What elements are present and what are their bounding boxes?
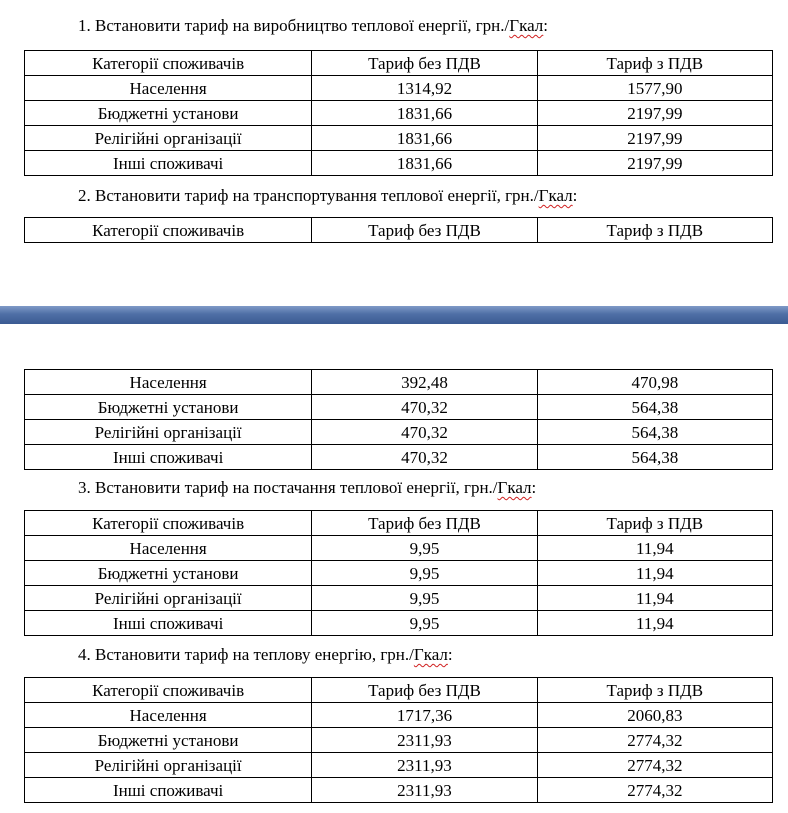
cell-with-vat: 564,38: [537, 420, 772, 445]
table-transport-header: [24, 217, 773, 243]
heading-text: 4. Встановити тариф на теплову енергію, грн./: [78, 645, 414, 664]
table-row: [25, 728, 773, 753]
header-with-vat: Тариф з ПДВ: [537, 678, 772, 703]
table-row: [25, 101, 773, 126]
cell-with-vat: 564,38: [537, 445, 772, 470]
heading-text: 3. Встановити тариф на постачання теплової енергії, грн./: [78, 478, 498, 497]
unit-text: Гкал: [509, 16, 544, 35]
cell-no-vat: 9,95: [312, 611, 537, 636]
cell-category: Інші споживачі: [25, 445, 312, 470]
header-category: Категорії споживачів: [25, 51, 312, 76]
table-row: [25, 395, 773, 420]
cell-with-vat: 2774,32: [537, 753, 772, 778]
table-production: [24, 50, 773, 176]
table-header-row: [25, 511, 773, 536]
table-row: [25, 611, 773, 636]
heading-supply: [78, 478, 536, 498]
heading-text: 1. Встановити тариф на виробництво теплової енергії, грн./: [78, 16, 510, 35]
table-thermal: [24, 677, 773, 803]
cell-category: Бюджетні установи: [25, 561, 312, 586]
header-with-vat: Тариф з ПДВ: [537, 511, 772, 536]
cell-no-vat: 1831,66: [312, 126, 537, 151]
cell-no-vat: 9,95: [312, 536, 537, 561]
cell-no-vat: 1314,92: [312, 76, 537, 101]
header-with-vat: Тариф з ПДВ: [537, 51, 772, 76]
cell-no-vat: 2311,93: [312, 753, 537, 778]
table-transport-body: [24, 369, 773, 470]
cell-no-vat: 9,95: [312, 586, 537, 611]
table-row: [25, 126, 773, 151]
cell-no-vat: 1831,66: [312, 101, 537, 126]
table-supply: [24, 510, 773, 636]
heading-colon: :: [543, 16, 549, 35]
table-row: [25, 778, 773, 803]
table-header-row: [25, 218, 773, 243]
table-row: [25, 536, 773, 561]
table-header-row: [25, 678, 773, 703]
heading-transport: [78, 186, 577, 206]
table-row: [25, 586, 773, 611]
table-row: [25, 370, 773, 395]
cell-category: Населення: [25, 76, 312, 101]
cell-no-vat: 392,48: [312, 370, 537, 395]
cell-category: Релігійні організації: [25, 420, 312, 445]
cell-category: Населення: [25, 370, 312, 395]
cell-with-vat: 564,38: [537, 395, 772, 420]
cell-with-vat: 11,94: [537, 586, 772, 611]
table-row: [25, 151, 773, 176]
cell-category: Бюджетні установи: [25, 395, 312, 420]
cell-category: Бюджетні установи: [25, 728, 312, 753]
heading-colon: :: [531, 478, 537, 497]
cell-no-vat: 1831,66: [312, 151, 537, 176]
table-row: [25, 703, 773, 728]
header-no-vat: Тариф без ПДВ: [312, 678, 537, 703]
cell-with-vat: 2197,99: [537, 101, 772, 126]
cell-category: Інші споживачі: [25, 611, 312, 636]
cell-with-vat: 1577,90: [537, 76, 772, 101]
cell-category: Населення: [25, 536, 312, 561]
cell-with-vat: 2197,99: [537, 151, 772, 176]
header-no-vat: Тариф без ПДВ: [312, 218, 537, 243]
cell-category: Інші споживачі: [25, 151, 312, 176]
table-row: [25, 420, 773, 445]
header-category: Категорії споживачів: [25, 678, 312, 703]
header-with-vat: Тариф з ПДВ: [537, 218, 772, 243]
cell-with-vat: 11,94: [537, 536, 772, 561]
cell-with-vat: 2774,32: [537, 728, 772, 753]
table-header-row: [25, 51, 773, 76]
cell-with-vat: 470,98: [537, 370, 772, 395]
unit-text: Гкал: [497, 478, 532, 497]
cell-category: Населення: [25, 703, 312, 728]
cell-no-vat: 2311,93: [312, 728, 537, 753]
cell-category: Інші споживачі: [25, 778, 312, 803]
cell-no-vat: 2311,93: [312, 778, 537, 803]
cell-no-vat: 470,32: [312, 445, 537, 470]
header-no-vat: Тариф без ПДВ: [312, 511, 537, 536]
header-category: Категорії споживачів: [25, 511, 312, 536]
heading-colon: :: [572, 186, 578, 205]
table-row: [25, 753, 773, 778]
table-row: [25, 561, 773, 586]
heading-production: [78, 16, 548, 36]
cell-no-vat: 1717,36: [312, 703, 537, 728]
cell-with-vat: 2774,32: [537, 778, 772, 803]
heading-text: 2. Встановити тариф на транспортування теплової енергії, грн./: [78, 186, 539, 205]
cell-category: Релігійні організації: [25, 753, 312, 778]
table-row: [25, 445, 773, 470]
header-category: Категорії споживачів: [25, 218, 312, 243]
cell-no-vat: 9,95: [312, 561, 537, 586]
heading-thermal: [78, 645, 453, 665]
cell-no-vat: 470,32: [312, 395, 537, 420]
cell-category: Релігійні організації: [25, 126, 312, 151]
table-row: [25, 76, 773, 101]
cell-with-vat: 11,94: [537, 561, 772, 586]
cell-with-vat: 11,94: [537, 611, 772, 636]
unit-text: Гкал: [413, 645, 448, 664]
unit-text: Гкал: [538, 186, 573, 205]
cell-category: Бюджетні установи: [25, 101, 312, 126]
cell-no-vat: 470,32: [312, 420, 537, 445]
heading-colon: :: [447, 645, 453, 664]
cell-with-vat: 2197,99: [537, 126, 772, 151]
header-no-vat: Тариф без ПДВ: [312, 51, 537, 76]
page-break-bar: [0, 306, 788, 324]
cell-with-vat: 2060,83: [537, 703, 772, 728]
cell-category: Релігійні організації: [25, 586, 312, 611]
